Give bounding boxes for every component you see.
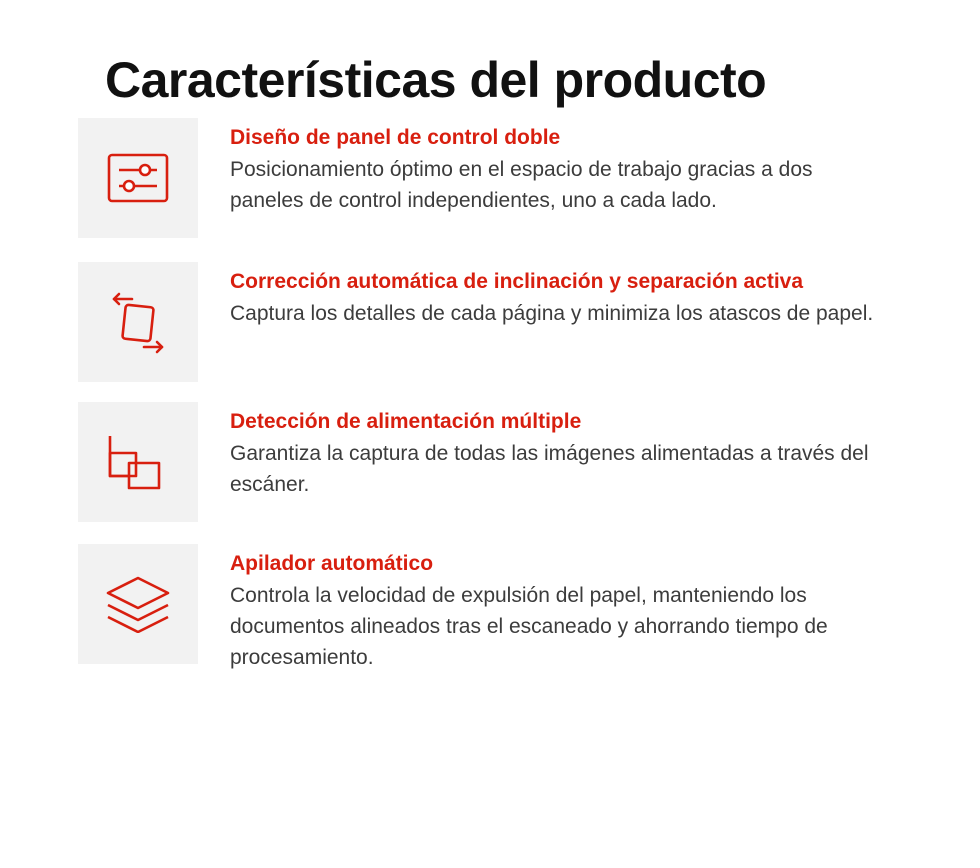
feature-description: Controla la velocidad de expulsión del papel, manteniendo los documentos alineados tras el escaneado y ahorrando tiempo de procesamiento. (230, 583, 828, 669)
control-panel-sliders-icon (78, 118, 198, 238)
feature-text (230, 544, 938, 673)
page-title: Características del producto (105, 51, 767, 108)
feature-description: Posicionamiento óptimo en el espacio de trabajo gracias a dos paneles de control independientes, uno a cada lado. (230, 157, 813, 212)
feature-item (78, 262, 938, 382)
feature-title: Apilador automático (230, 552, 434, 575)
skew-correction-arrows-icon (78, 262, 198, 382)
feature-description: Garantiza la captura de todas las imágenes alimentadas a través del escáner. (230, 441, 869, 496)
feature-title: Detección de alimentación múltiple (230, 410, 582, 433)
feature-list (78, 118, 938, 673)
feature-text (230, 262, 938, 329)
feature-item (78, 402, 938, 522)
automatic-stacker-layers-icon (78, 544, 198, 664)
feature-title: Corrección automática de inclinación y separación activa (230, 270, 804, 293)
feature-description: Captura los detalles de cada página y minimiza los atascos de papel. (230, 301, 874, 325)
feature-title: Diseño de panel de control doble (230, 126, 561, 149)
feature-text (230, 402, 938, 500)
feature-item (78, 544, 938, 673)
feature-item (78, 118, 938, 238)
feature-text (230, 118, 938, 216)
multifeed-detection-sheets-icon (78, 402, 198, 522)
